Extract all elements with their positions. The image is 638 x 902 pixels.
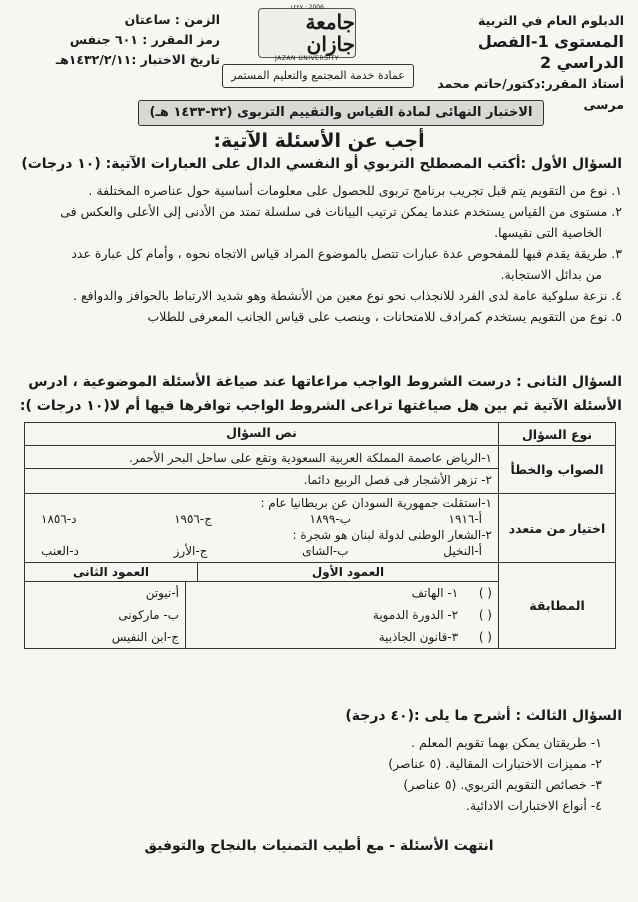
tf-statements [25, 446, 499, 494]
mcq-option: أ-١٩١٦ [448, 512, 482, 526]
question-1-list [16, 180, 622, 327]
table-row-matching [25, 563, 616, 649]
header-exam-info [40, 10, 220, 70]
answer-paren: ( ) [478, 608, 492, 622]
mcq-option: أ-النخيل [443, 544, 482, 558]
q1-item: ٢. مستوى من القياس يستخدم عندما يمكن ترتيب البيانات فى سلسلة تمتد من الأدنى إلى الأعلى والعكس فى [60, 204, 622, 219]
col-header-type: نوع السؤال [499, 423, 616, 446]
table-row-mcq [25, 494, 616, 563]
question-2-title [16, 370, 622, 418]
table-row-true-false [25, 446, 616, 494]
tf-statement: ٢- تزهر الأشجار فى فصل الربيع دائما. [25, 468, 498, 491]
course-code-label: رمز المقرر : ٦٠١ جنفس [69, 32, 220, 47]
matching-left-item: ١- الهاتف [411, 586, 459, 600]
q1-item: ٣. طريقة يقدم فيها للمفحوص عدة عبارات تتصل بالموضوع المراد قياس الاتجاه نحوه ، وأمام كل عبارة عدد [71, 246, 622, 261]
q2-title-line-1: السؤال الثانى : درست الشروط الواجب مراعاتها عند صياغة الأسئلة الموضوعية ، ادرس [28, 374, 622, 390]
diploma-label: الدبلوم العام في التربية [477, 13, 624, 28]
mcq-option: د-١٨٥٦ [41, 512, 77, 526]
answer-paren: ( ) [478, 630, 492, 644]
question-3-title: السؤال الثالث : أشرح ما يلى :(٤٠ درجة) [345, 708, 622, 724]
mcq-options [31, 510, 492, 528]
mcq-question: ٢-الشعار الوطنى لدولة لبنان هو شجرة : [292, 528, 492, 542]
logo-english: JAZAN UNIVERSITY [275, 55, 340, 62]
matching-right-item: أ-نيوتن [145, 586, 179, 600]
matching-right-item: ب- ماركونى [118, 608, 179, 622]
question-3-list [16, 732, 622, 816]
q3-item: ٣- خصائص التقويم التربوي. (٥ عناصر) [403, 777, 602, 792]
q2-title-line-2: الأسئلة الآتية ثم بين هل صياغتها تراعى الشروط الواجب توافرها فيها أم لا(١٠ درجات ): [19, 398, 622, 414]
type-mcq: اختيار من متعدد [499, 494, 616, 563]
matching-col1-header: العمود الأول [197, 563, 498, 581]
matching-headers [25, 563, 498, 582]
mcq-items [25, 494, 499, 563]
level-label: المستوى 1-الفصل الدراسي 2 [477, 32, 624, 72]
mcq-option: ب-الشاى [302, 544, 349, 558]
q3-item: ٢- مميزات الاختبارات المقالية. (٥ عناصر) [388, 756, 602, 771]
exam-footer: انتهت الأسئلة - مع أطيب التمنيات بالنجاح والتوفيق [144, 838, 494, 854]
deanship-box: عمادة خدمة المجتمع والتعليم المستمر [222, 64, 414, 88]
q1-item: ١. نوع من التقويم يتم قبل تجريب برنامج تربوى للحصول على معلومات أساسية حول عناصره المختلفة . [88, 183, 622, 198]
q1-item: ٥. نوع من التقويم يستخدم كمرادف للامتحانات ، وينصب على قياس الجانب المعرفى للطلاب [147, 309, 622, 324]
mcq-option: ج-١٩٥٦ [174, 512, 212, 526]
matching-left-item: ٣-قانون الجاذبية [378, 630, 459, 644]
matching-items [25, 563, 499, 649]
logo-mark: جامعة جازان [305, 10, 355, 56]
matching-col2-header: العمود الثانى [73, 565, 149, 579]
mcq-options [31, 542, 492, 560]
matching-left-item: ٢- الدورة الدموية [372, 608, 459, 622]
logo-year: 2006 · ١٤٢٧ [290, 4, 324, 11]
question-2-table [24, 422, 616, 649]
tf-statement: ١-الرياض عاصمة المملكة العربية السعودية وتقع على ساحل البحر الأحمر. [129, 451, 492, 465]
answer-paren: ( ) [478, 586, 492, 600]
mcq-option: ب-١٨٩٩ [309, 512, 351, 526]
q3-item: ١- طريقتان يمكن بهما تقويم المعلم . [411, 735, 602, 750]
time-label: الزمن : ساعتان [124, 12, 220, 27]
mcq-option: ج-الأرز [173, 544, 208, 558]
matching-row [25, 582, 498, 604]
matching-right-item: ج-ابن النفيس [111, 630, 179, 644]
instructor-label: أستاذ المقرر:دكتور/حاتم محمد مرسى [437, 76, 624, 112]
question-1-title: السؤال الأول :أكتب المصطلح التربوي أو النفسي الدال على العبارات الآتية: (١٠ درجات) [21, 156, 622, 172]
matching-row [25, 604, 498, 626]
type-matching: المطابقة [499, 563, 616, 649]
mcq-question: ١-استقلت جمهورية السودان عن بريطانيا عام : [260, 496, 492, 510]
university-logo [258, 4, 356, 62]
matching-row [25, 626, 498, 648]
exam-title-banner: الاختبار النهائى لمادة القياس والتقييم التربوى (٣٢-١٤٣٣ هـ) [138, 100, 544, 126]
col-header-text: نص السؤال [25, 423, 499, 446]
type-true-false: الصواب والخطأ [499, 446, 616, 494]
answer-instruction: أجب عن الأسئلة الآتية: [213, 130, 425, 152]
q1-item: ٤. نزعة سلوكية عامة لدى الفرد للانجذاب نحو نوع معين من الأنشطة وهو شديد الارتباط بالحوافز والدوافع . [73, 288, 622, 303]
table-header-row [25, 423, 616, 446]
q1-item-continued: الخاصية التى نقيسها. [494, 225, 602, 240]
mcq-option: د-العنب [41, 544, 79, 558]
exam-date-label: تاريخ الاختبار :١٤٣٢/٢/١١هـ [55, 52, 220, 67]
q3-item: ٤- أنواع الاختبارات الادائية. [465, 798, 602, 813]
q1-item-continued: من بدائل الاستجابة. [500, 267, 602, 282]
